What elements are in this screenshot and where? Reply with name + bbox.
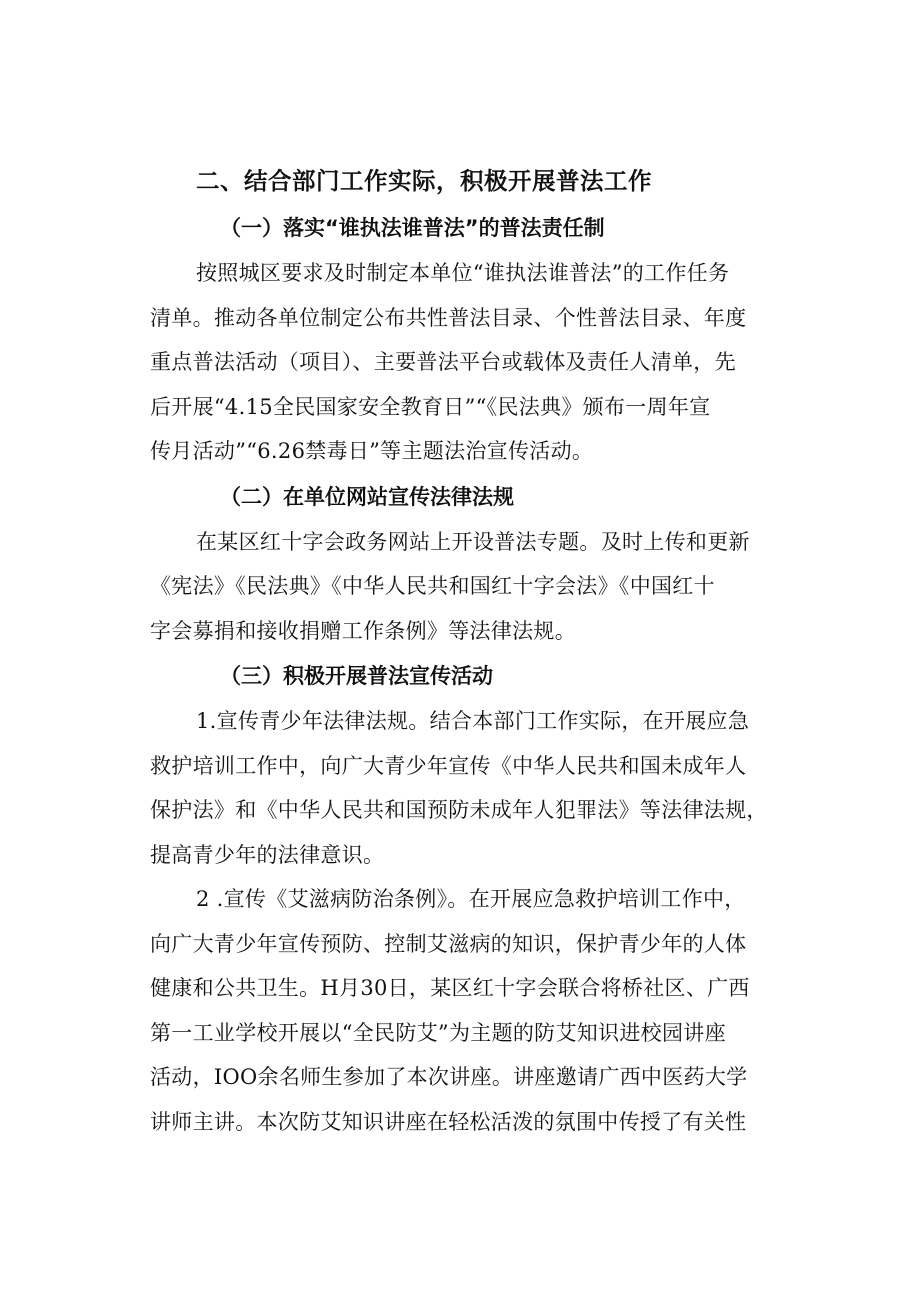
- paragraph-1: [150, 251, 810, 474]
- paragraph-line: 活动，IOO余名师生参加了本次讲座。讲座邀请广西中医药大学: [150, 1065, 748, 1089]
- paragraph-line: 保护法》和《中华人民共和国预防未成年人犯罪法》等法律法规，: [150, 798, 768, 822]
- paragraph-line: 提高青少年的法律意识。: [150, 842, 385, 867]
- paragraph-line: 健康和公共卫生。H月30日，某区红十字会联合将桥社区、广西: [150, 976, 750, 1000]
- paragraph-4: [150, 877, 810, 1144]
- paragraph-line: 讲师主讲。本次防艾知识讲座在轻松活泼的氛围中传授了有关性: [150, 1109, 747, 1134]
- subheading-1: （一）落实“谁执法谁普法”的普法责任制: [220, 216, 605, 240]
- paragraph-line: 后开展“4.15全民国家安全教育日”“《民法典》颁布一周年宣: [150, 394, 711, 419]
- paragraph-line: 字会募捐和接收捐赠工作条例》等法律法规。: [150, 618, 576, 643]
- paragraph-line: 《宪法》《民法典》《中华人民共和国红十字会法》《中国红十: [150, 574, 715, 598]
- paragraph-line: 在某区红十字会政务网站上开设普法专题。及时上传和更新: [196, 529, 750, 554]
- paragraph-line: 1.宣传青少年法律法规。结合本部门工作实际，在开展应急: [196, 709, 750, 733]
- section-heading: 二、结合部门工作实际，积极开展普法工作: [196, 167, 652, 195]
- document-body: [150, 157, 810, 1144]
- paragraph-line: 按照城区要求及时制定本单位“谁执法谁普法”的工作任务: [196, 261, 730, 285]
- paragraph-line: 重点普法活动（项目）、主要普法平台或载体及责任人清单，先: [150, 350, 736, 374]
- paragraph-line: 清单。推动各单位制定公布共性普法目录、个性普法目录、年度: [150, 305, 747, 330]
- subheading-3: （三）积极开展普法宣传活动: [220, 664, 493, 688]
- paragraph-line: 第一工业学校开展以“全民防艾”为主题的防艾知识进校园讲座: [150, 1020, 726, 1045]
- paragraph-2: [150, 520, 810, 654]
- paragraph-line: 向广大青少年宣传预防、控制艾滋病的知识，保护青少年的人体: [150, 931, 747, 956]
- paragraph-line: 救护培训工作中，向广大青少年宣传《中华人民共和国未成年人: [150, 753, 747, 778]
- paragraph-line: 传月活动”“6.26禁毒日”等主题法治宣传活动。: [150, 439, 594, 463]
- paragraph-line: 2 .宣传《艾滋病防治条例》。在开展应急救护培训工作中，: [196, 887, 746, 911]
- paragraph-3: [150, 699, 810, 877]
- subheading-2: （二）在单位网站宣传法律法规: [220, 484, 514, 509]
